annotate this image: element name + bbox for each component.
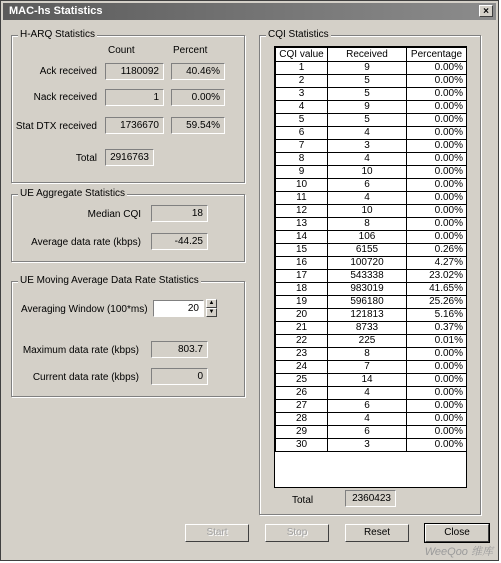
window-spinner[interactable]: [206, 299, 217, 318]
reset-button[interactable]: Reset: [345, 524, 409, 542]
percentage-cell: 0.00%: [407, 114, 467, 127]
received-cell: 6155: [328, 244, 407, 257]
percentage-cell: 0.00%: [407, 205, 467, 218]
percentage-cell: 4.27%: [407, 257, 467, 270]
percentage-cell: 0.00%: [407, 413, 467, 426]
aggregate-group: [11, 188, 245, 262]
cqi-value-cell: 1: [276, 62, 328, 75]
cqi-value-cell: 10: [276, 179, 328, 192]
received-cell: 225: [328, 335, 407, 348]
percentage-cell: 0.26%: [407, 244, 467, 257]
cqi-value-cell: 5: [276, 114, 328, 127]
start-button[interactable]: Start: [185, 524, 249, 542]
received-cell: 5: [328, 75, 407, 88]
ack-count: 1180092: [105, 63, 164, 80]
cqi-table-row: [276, 426, 467, 439]
cqi-table-row: [276, 166, 467, 179]
cqi-value-cell: 30: [276, 439, 328, 452]
harq-count-header: Count: [108, 45, 135, 56]
cqi-value-cell: 20: [276, 309, 328, 322]
received-cell: 8733: [328, 322, 407, 335]
cqi-table-row: [276, 309, 467, 322]
moving-legend: UE Moving Average Data Rate Statistics: [20, 275, 199, 286]
avg-rate-value: -44.25: [151, 233, 208, 250]
percentage-cell: 0.00%: [407, 179, 467, 192]
received-cell: 9: [328, 62, 407, 75]
nack-count: 1: [105, 89, 164, 106]
cqi-table-row: [276, 218, 467, 231]
percentage-cell: 0.00%: [407, 192, 467, 205]
cqi-value-cell: 23: [276, 348, 328, 361]
received-cell: 4: [328, 127, 407, 140]
received-cell: 10: [328, 166, 407, 179]
max-rate-value: 803.7: [151, 341, 208, 358]
cqi-table-row: [276, 88, 467, 101]
percentage-cell: 0.37%: [407, 322, 467, 335]
received-cell: 5: [328, 114, 407, 127]
cqi-value-cell: 25: [276, 374, 328, 387]
cqi-value-cell: 2: [276, 75, 328, 88]
received-cell: 543338: [328, 270, 407, 283]
percentage-cell: 0.00%: [407, 348, 467, 361]
spin-down-icon[interactable]: ▼: [206, 308, 217, 317]
percentage-cell: 0.00%: [407, 400, 467, 413]
received-cell: 6: [328, 426, 407, 439]
received-cell: 8: [328, 348, 407, 361]
cqi-table-row: [276, 322, 467, 335]
cqi-value-cell: 3: [276, 88, 328, 101]
cqi-table-row: [276, 270, 467, 283]
received-cell: 983019: [328, 283, 407, 296]
median-cqi-label: Median CQI: [87, 209, 141, 220]
cqi-value-cell: 4: [276, 101, 328, 114]
received-cell: 14: [328, 374, 407, 387]
close-icon[interactable]: ×: [479, 5, 493, 17]
percentage-cell: 0.00%: [407, 374, 467, 387]
percentage-cell: 0.00%: [407, 426, 467, 439]
received-cell: 106: [328, 231, 407, 244]
cqi-value-cell: 19: [276, 296, 328, 309]
percentage-cell: 0.00%: [407, 166, 467, 179]
cqi-table-row: [276, 361, 467, 374]
window-label: Averaging Window (100*ms): [21, 304, 148, 315]
received-cell: 4: [328, 153, 407, 166]
received-cell: 4: [328, 192, 407, 205]
cqi-header-row: [276, 48, 467, 62]
median-cqi-value: 18: [151, 205, 208, 222]
harq-legend: H-ARQ Statistics: [20, 29, 96, 40]
aggregate-legend: UE Aggregate Statistics: [20, 188, 126, 199]
received-cell: 8: [328, 218, 407, 231]
percentage-cell: 0.00%: [407, 361, 467, 374]
cqi-table-row: [276, 413, 467, 426]
cqi-table-row: [276, 192, 467, 205]
cqi-value-header: CQI value: [276, 48, 328, 62]
harq-percent-header: Percent: [173, 45, 208, 56]
cqi-value-cell: 9: [276, 166, 328, 179]
percentage-cell: 0.00%: [407, 153, 467, 166]
nack-label: Nack received: [33, 92, 97, 103]
ack-percent: 40.46%: [171, 63, 225, 80]
cqi-table[interactable]: [274, 46, 467, 488]
cur-rate-value: 0: [151, 368, 208, 385]
percentage-cell: 0.01%: [407, 335, 467, 348]
cqi-table-row: [276, 387, 467, 400]
cqi-table-row: [276, 348, 467, 361]
cqi-value-cell: 14: [276, 231, 328, 244]
avg-rate-label: Average data rate (kbps): [31, 237, 141, 248]
cqi-value-cell: 16: [276, 257, 328, 270]
title-bar: [3, 3, 496, 20]
cqi-table-row: [276, 400, 467, 413]
cur-rate-label: Current data rate (kbps): [32, 372, 139, 383]
cqi-table-row: [276, 140, 467, 153]
cqi-value-cell: 12: [276, 205, 328, 218]
cqi-value-cell: 21: [276, 322, 328, 335]
cqi-table-row: [276, 296, 467, 309]
cqi-value-cell: 24: [276, 361, 328, 374]
cqi-value-cell: 28: [276, 413, 328, 426]
percentage-cell: 0.00%: [407, 88, 467, 101]
percentage-cell: 0.00%: [407, 140, 467, 153]
received-cell: 6: [328, 400, 407, 413]
cqi-total-label: Total: [292, 495, 314, 506]
received-cell: 596180: [328, 296, 407, 309]
cqi-value-cell: 6: [276, 127, 328, 140]
percentage-cell: 41.65%: [407, 283, 467, 296]
cqi-table-row: [276, 231, 467, 244]
nack-percent: 0.00%: [171, 89, 225, 106]
cqi-value-cell: 15: [276, 244, 328, 257]
cqi-value-cell: 26: [276, 387, 328, 400]
cqi-table-row: [276, 75, 467, 88]
cqi-table-row: [276, 153, 467, 166]
cqi-table-row: [276, 101, 467, 114]
percentage-cell: 0.00%: [407, 231, 467, 244]
percentage-cell: 0.00%: [407, 75, 467, 88]
cqi-value-cell: 7: [276, 140, 328, 153]
received-cell: 121813: [328, 309, 407, 322]
percentage-cell: 0.00%: [407, 62, 467, 75]
cqi-table-row: [276, 283, 467, 296]
spin-up-icon[interactable]: ▲: [206, 299, 217, 308]
dtx-percent: 59.54%: [171, 117, 225, 134]
cqi-table-row: [276, 62, 467, 75]
window-title: MAC-hs Statistics: [9, 5, 103, 17]
dtx-count: 1736670: [105, 117, 164, 134]
received-cell: 3: [328, 439, 407, 452]
percentage-cell: 0.00%: [407, 101, 467, 114]
received-cell: 9: [328, 101, 407, 114]
percentage-cell: 0.00%: [407, 127, 467, 140]
percentage-cell: 0.00%: [407, 218, 467, 231]
stop-button[interactable]: Stop: [265, 524, 329, 542]
max-rate-label: Maximum data rate (kbps): [22, 345, 139, 356]
cqi-value-cell: 8: [276, 153, 328, 166]
received-cell: 100720: [328, 257, 407, 270]
percentage-cell: 0.00%: [407, 387, 467, 400]
received-cell: 7: [328, 361, 407, 374]
watermark: WeeQoo 维库: [424, 546, 493, 558]
cqi-table-row: [276, 179, 467, 192]
received-cell: 3: [328, 140, 407, 153]
cqi-value-cell: 13: [276, 218, 328, 231]
ack-label: Ack received: [39, 66, 97, 77]
cqi-legend: CQI Statistics: [268, 29, 329, 40]
harq-total-label: Total: [75, 153, 97, 164]
cqi-value-cell: 29: [276, 426, 328, 439]
cqi-value-cell: 11: [276, 192, 328, 205]
received-cell: 4: [328, 387, 407, 400]
cqi-total-value: 2360423: [345, 490, 396, 507]
cqi-value-cell: 17: [276, 270, 328, 283]
percentage-cell: 5.16%: [407, 309, 467, 322]
cqi-value-cell: 27: [276, 400, 328, 413]
percentage-header: Percentage: [407, 48, 467, 62]
close-button[interactable]: Close: [425, 524, 489, 542]
cqi-value-cell: 18: [276, 283, 328, 296]
received-cell: 6: [328, 179, 407, 192]
harq-total-value: 2916763: [105, 149, 154, 166]
cqi-table-row: [276, 257, 467, 270]
cqi-table-row: [276, 374, 467, 387]
percentage-cell: 23.02%: [407, 270, 467, 283]
percentage-cell: 25.26%: [407, 296, 467, 309]
received-cell: 10: [328, 205, 407, 218]
received-cell: 5: [328, 88, 407, 101]
received-header: Received: [328, 48, 407, 62]
cqi-table-row: [276, 205, 467, 218]
cqi-table-row: [276, 335, 467, 348]
cqi-value-cell: 22: [276, 335, 328, 348]
received-cell: 4: [328, 413, 407, 426]
dtx-label: Stat DTX received: [15, 121, 97, 132]
cqi-table-row: [276, 439, 467, 452]
cqi-table-row: [276, 127, 467, 140]
window-input[interactable]: 20: [153, 300, 204, 317]
percentage-cell: 0.00%: [407, 439, 467, 452]
cqi-table-row: [276, 244, 467, 257]
cqi-table-row: [276, 114, 467, 127]
